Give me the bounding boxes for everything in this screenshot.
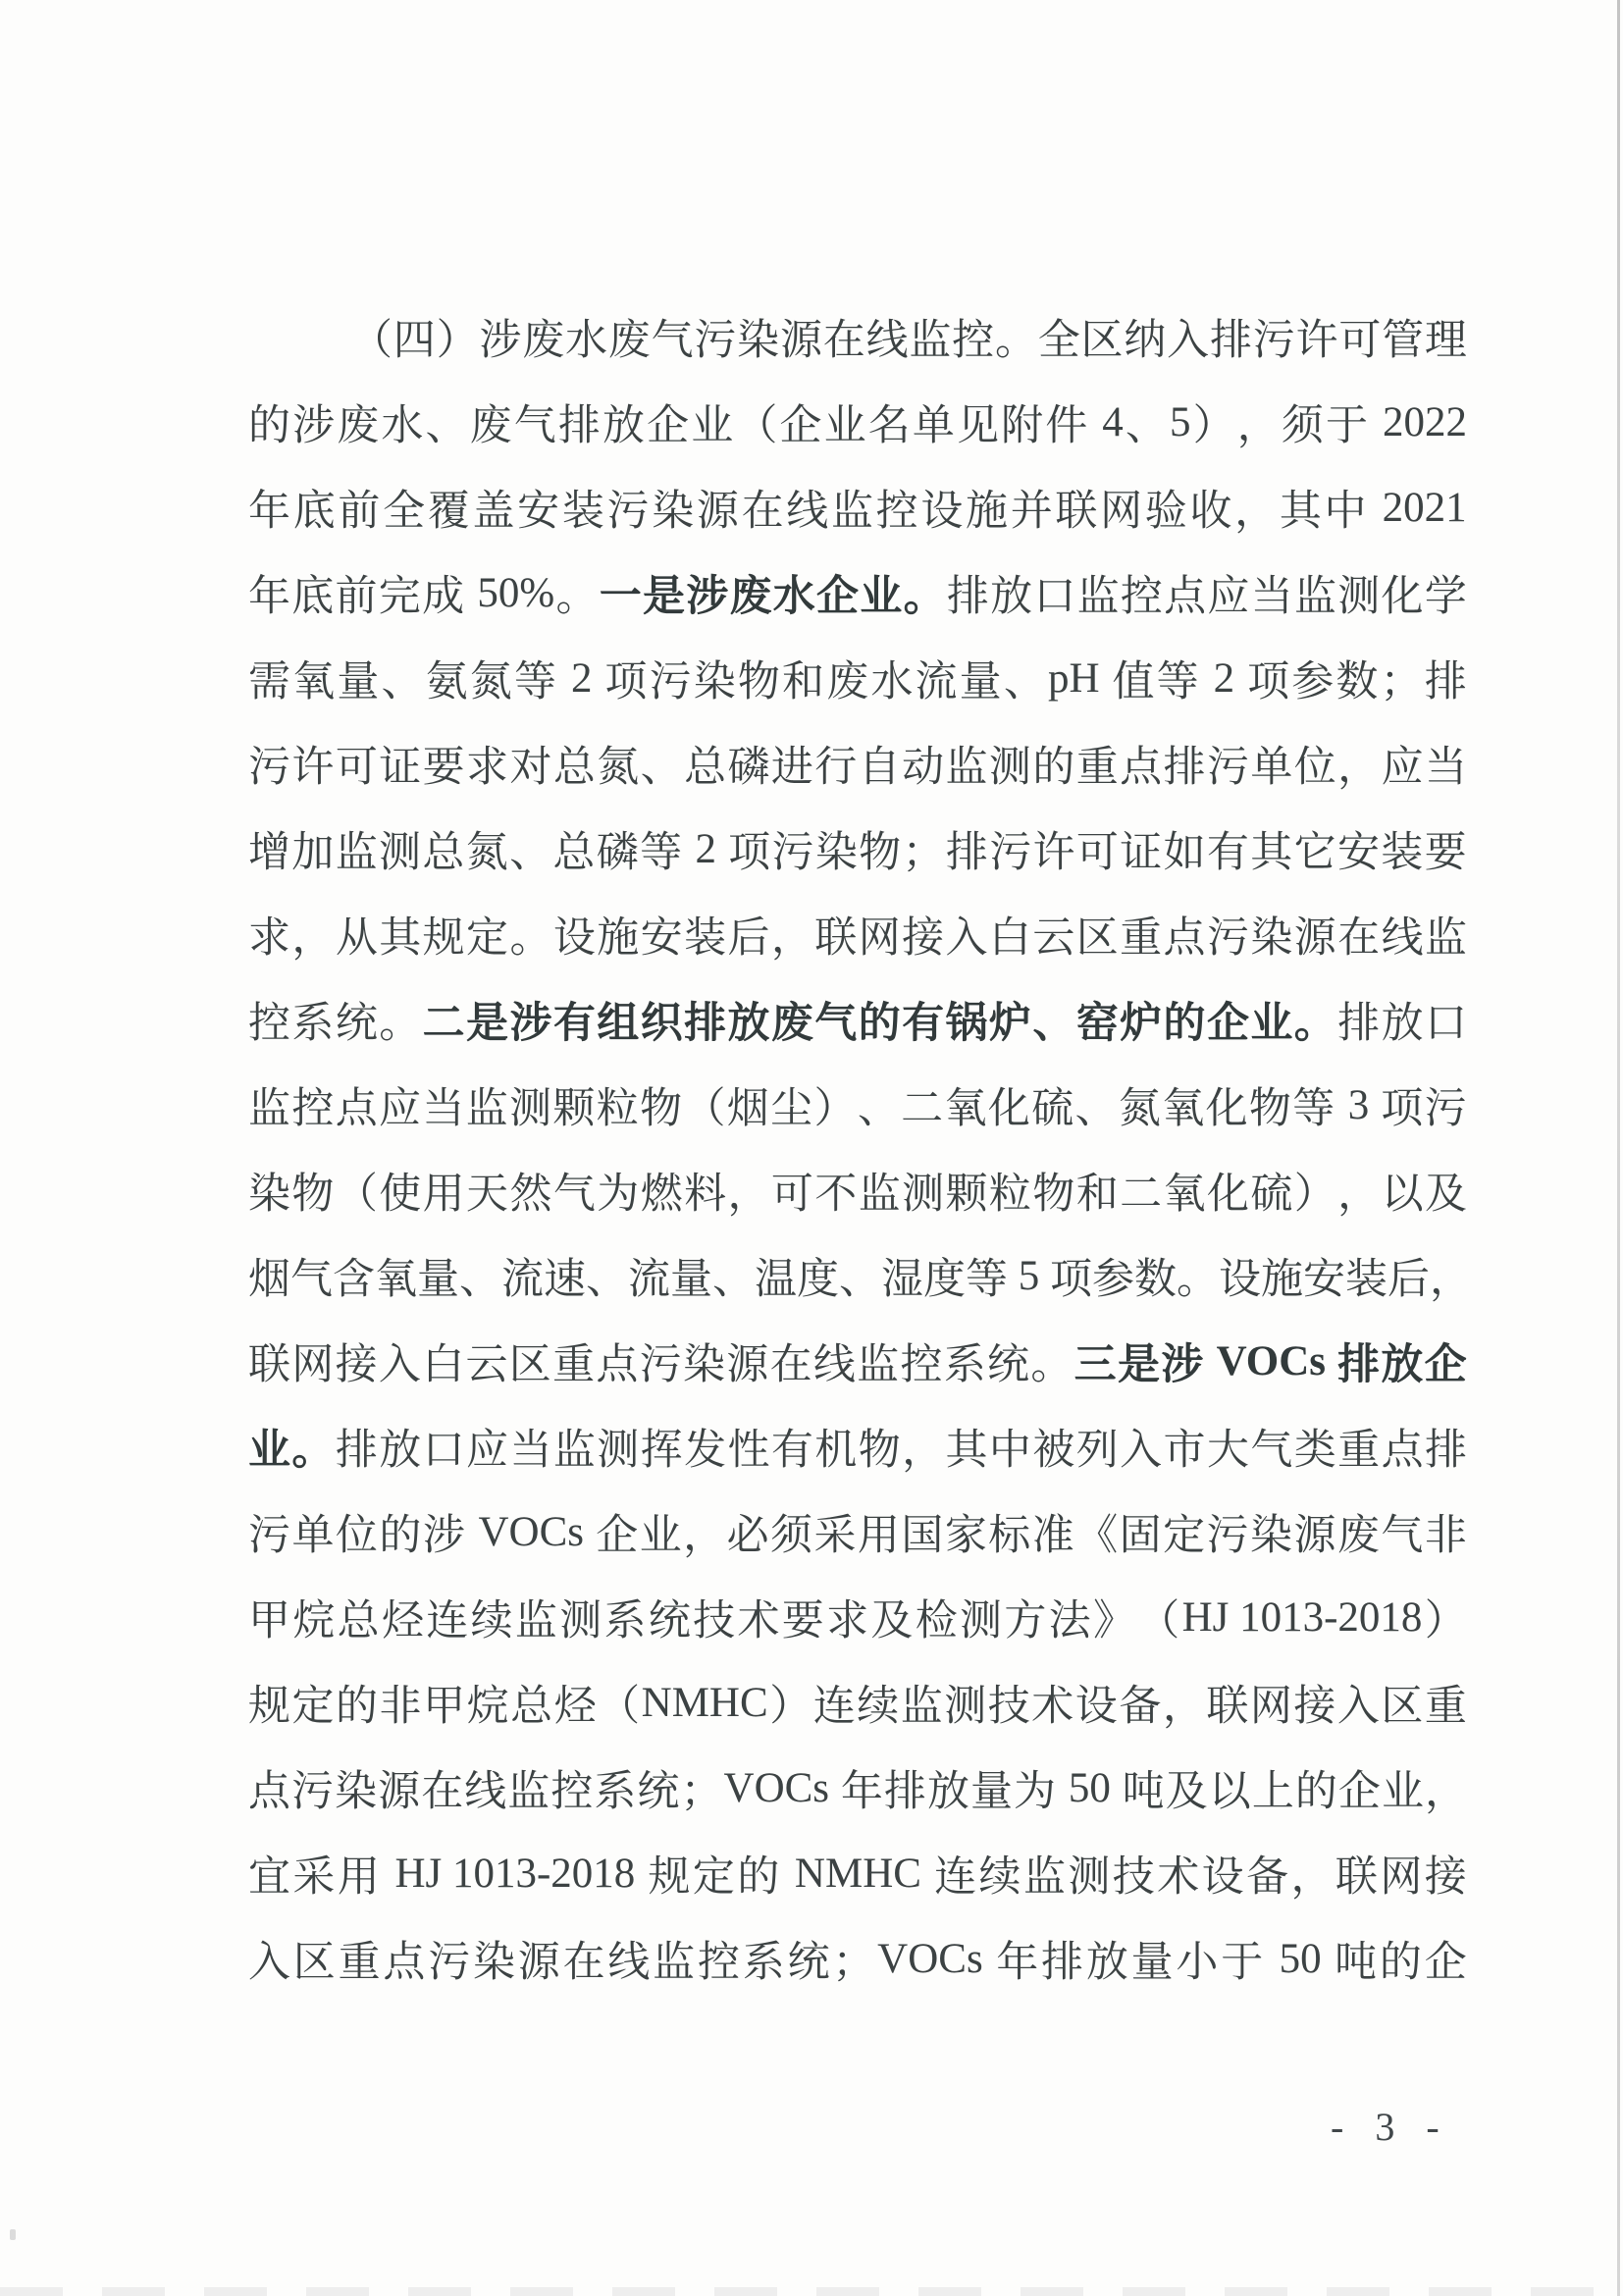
- text-line: 烟 气 含 氧 量 、 流 速 、 流 量 、 温 度 、 湿 度 等 5 项 参 数 。 设 施 安 装 后 ，: [248, 1253, 1472, 1303]
- text-line: 规 定 的 非 甲 烷 总 烃 （ NMHC ） 连 续 监 测 技 术 设 备 ， 联 网 接 入 区 重: [248, 1680, 1467, 1730]
- page-number: - 3 -: [1331, 2105, 1444, 2149]
- text-line: 染 物 （ 使 用 天 然 气 为 燃 料 ， 可 不 监 测 颗 粒 物 和 二 氧 化 硫 ） ， 以 及: [248, 1172, 1467, 1218]
- text-line: 甲 烷 总 烃 连 续 监 测 系 统 技 术 要 求 及 检 测 方 法 》 （ HJ 1013-2018 ）: [248, 1594, 1467, 1644]
- text-line: 控 系 统 。 二 是 涉 有 组 织 排 放 废 气 的 有 锅 炉 、 窑 炉 的 企 业 。 排 放 口: [248, 1001, 1467, 1047]
- text-line: 求 ， 从 其 规 定 。 设 施 安 装 后 ， 联 网 接 入 白 云 区 重 点 污 染 源 在 线 监: [248, 915, 1467, 962]
- scan-bottom-band: [0, 2287, 1623, 2296]
- text-line: 污 许 可 证 要 求 对 总 氮 、 总 磷 进 行 自 动 监 测 的 重 点 排 污 单 位 ， 应 当: [248, 745, 1467, 791]
- text-line: 点 污 染 源 在 线 监 控 系 统 ； VOCs 年 排 放 量 为 50 吨 及 以 上 的 企 业 ，: [248, 1765, 1467, 1815]
- body-text: [248, 294, 1472, 2002]
- text-line: 入 区 重 点 污 染 源 在 线 监 控 系 统 ； VOCs 年 排 放 量 小 于 50 吨 的 企: [248, 1936, 1467, 1986]
- text-line: 增 加 监 测 总 氮 、 总 磷 等 2 项 污 染 物 ； 排 污 许 可 证 如 有 其 它 安 装 要: [248, 826, 1467, 876]
- text-line: 污 单 位 的 涉 VOCs 企 业 ， 必 须 采 用 国 家 标 准 《 固 定 污 染 源 废 气 非: [248, 1509, 1467, 1559]
- scan-edge-line: [1617, 0, 1620, 2296]
- text-line: 年 底 前 完 成 50% 。 一 是 涉 废 水 企 业 。 排 放 口 监 控 点 应 当 监 测 化 学: [248, 570, 1467, 620]
- text-line: （ 四 ） 涉 废 水 废 气 污 染 源 在 线 监 控 。 全 区 纳 入 排 污 许 可 管 理: [350, 318, 1467, 364]
- text-line: 的 涉 废 水 、 废 气 排 放 企 业 （ 企 业 名 单 见 附 件 4 、 5 ） ， 须 于 2022: [248, 399, 1467, 449]
- text-line: 监 控 点 应 当 监 测 颗 粒 物 （ 烟 尘 ） 、 二 氧 化 硫 、 氮 氧 化 物 等 3 项 污: [248, 1082, 1467, 1132]
- text-line: 联 网 接 入 白 云 区 重 点 污 染 源 在 线 监 控 系 统 。 三 是 涉 VOCs 排 放 企: [248, 1338, 1467, 1388]
- scan-speck: [10, 2229, 16, 2240]
- text-line: 年 底 前 全 覆 盖 安 装 污 染 源 在 线 监 控 设 施 并 联 网 验 收 ， 其 中 2021: [248, 485, 1467, 535]
- text-line: 业 。 排 放 口 应 当 监 测 挥 发 性 有 机 物 ， 其 中 被 列 入 市 大 气 类 重 点 排: [248, 1428, 1467, 1474]
- text-line: 宜 采 用 HJ 1013-2018 规 定 的 NMHC 连 续 监 测 技 术 设 备 ， 联 网 接: [248, 1851, 1467, 1901]
- text-line: 需 氧 量 、 氨 氮 等 2 项 污 染 物 和 废 水 流 量 、 pH 值 等 2 项 参 数 ； 排: [248, 655, 1467, 705]
